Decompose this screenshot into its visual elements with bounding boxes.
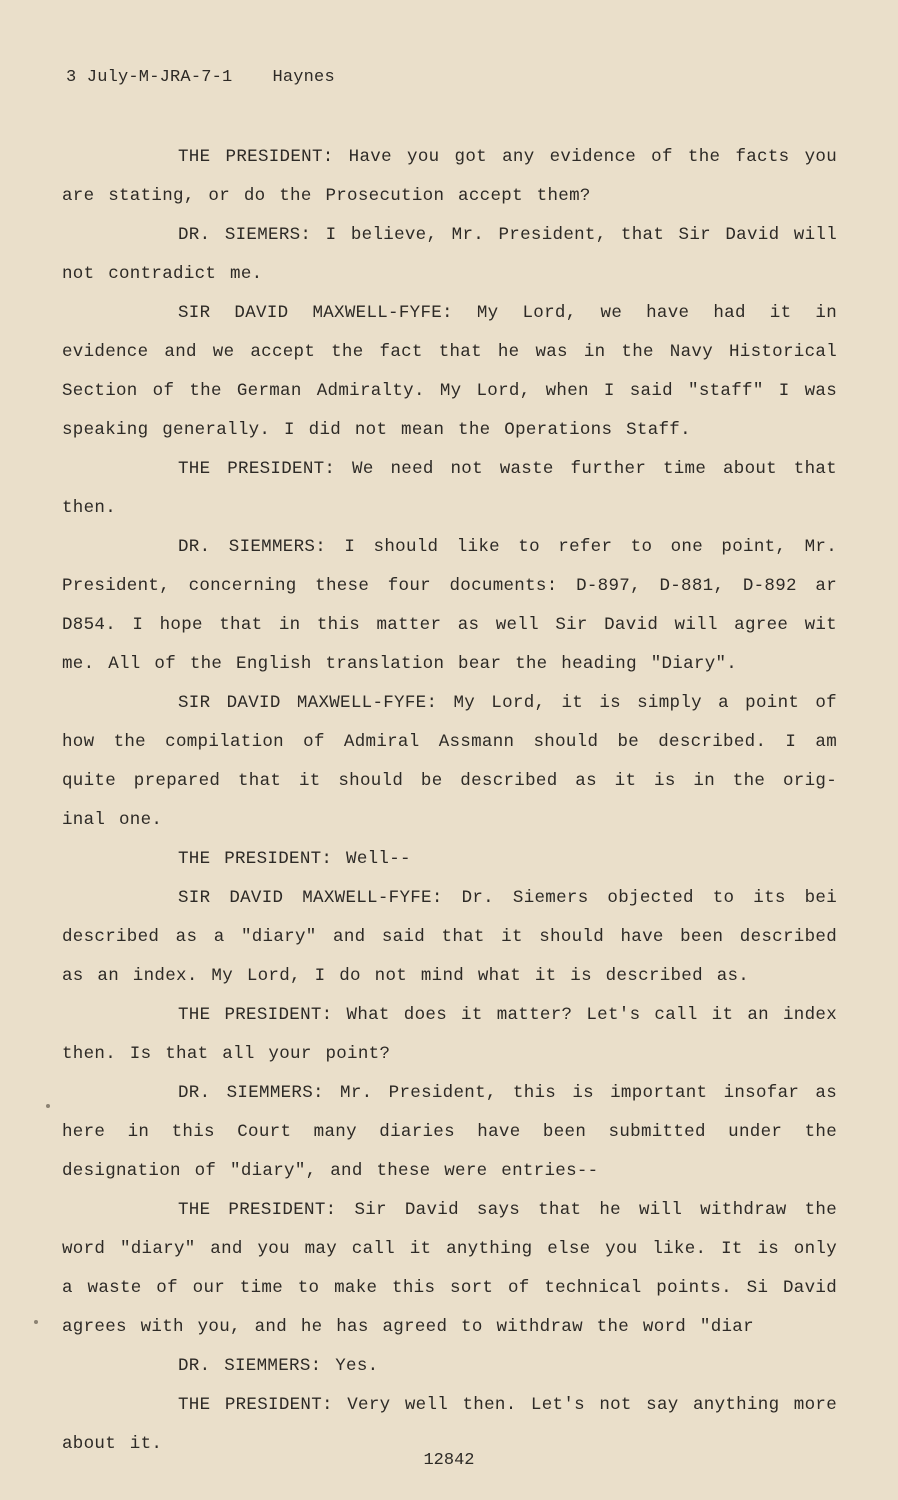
transcript-reference: 3 July-M-JRA-7-1 [66,68,233,87]
paper-speck [34,1320,38,1324]
transcript-paragraph: SIR DAVID MAXWELL-FYFE: My Lord, we have had it in evidence and we accept the fact that he was in the Navy Historical Section of the German Admiralty. My Lord, when I said "staff" I was speaking generally. I did not mean the Operations Staff. [62,303,837,440]
transcript-paragraph: THE PRESIDENT: Very well then. Let's not say anything more about it. [62,1395,837,1454]
reporter-name: Haynes [272,68,335,87]
paper-speck [46,1104,50,1108]
transcript-paragraph: THE PRESIDENT: What does it matter? Let's call it an index then. Is that all your point? [62,1005,837,1064]
transcript-paragraph: THE PRESIDENT: Have you got any evidence of the facts you are stating, or do the Prosecution accept them? [62,147,837,206]
page-header [66,68,335,87]
transcript-paragraph: DR. SIEMERS: I believe, Mr. President, that Sir David will not contradict me. [62,225,837,284]
transcript-paragraph: SIR DAVID MAXWELL-FYFE: Dr. Siemers objected to its bei described as a "diary" and said that it should have been described as an index. My Lord, I do not mind what it is described as. [62,888,837,986]
transcript-paragraph: DR. SIEMMERS: Mr. President, this is important insofar as here in this Court many diaries have been submitted under the designation of "diary", and these were entries-- [62,1083,837,1181]
transcript-paragraph: THE PRESIDENT: Well-- [178,849,411,869]
transcript-paragraph: THE PRESIDENT: We need not waste further time about that then. [62,459,837,518]
transcript-paragraph: DR. SIEMMERS: I should like to refer to one point, Mr. President, concerning these four documents: D-897, D-881, D-892 ar D854. I hope that in this matter as well Sir David will agree wit me. All of the English translation bear the heading "Diary". [62,537,837,674]
transcript-paragraph: DR. SIEMMERS: Yes. [178,1356,379,1376]
transcript-paragraph: THE PRESIDENT: Sir David says that he will withdraw the word "diary" and you may call it anything else you like. It is only a waste of our time to make this sort of technical points. Si David agrees with you, and he has agreed to withdraw the word "diar [62,1200,837,1337]
transcript-body [62,138,837,1464]
transcript-paragraph: SIR DAVID MAXWELL-FYFE: My Lord, it is simply a point of how the compilation of Admiral Assmann should be described. I am quite prepared that it should be described as it is in the orig- inal one. [62,693,837,830]
page-number: 12842 [423,1451,475,1470]
